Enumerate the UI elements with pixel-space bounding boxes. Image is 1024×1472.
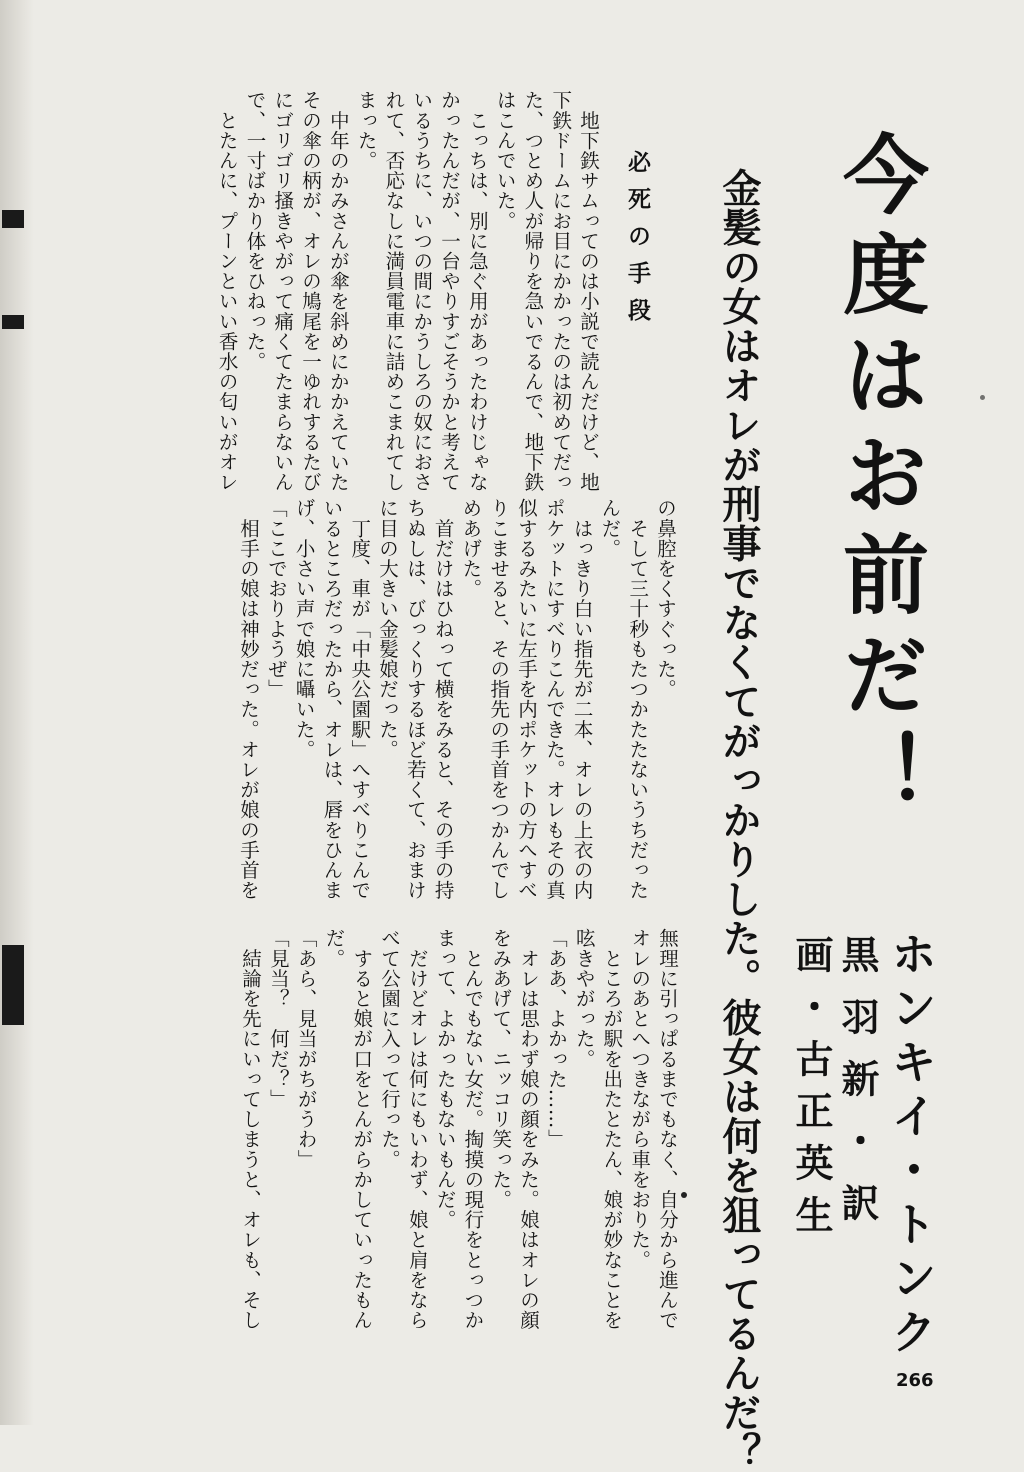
body-line: 首だけはひねって横をみると、その手の持 (431, 498, 455, 900)
author-name: ホンキイ・トンク (884, 930, 938, 1362)
body-line: ポケットにすべりこんできた。オレもその真 (542, 498, 566, 900)
body-line: の鼻腔をくすぐった。 (654, 498, 677, 699)
body-column-3 (236, 928, 681, 1330)
body-line: ちぬしは、びっくりするほど若くて、おまけ (403, 498, 427, 900)
body-line: げ、小さい声で娘に囁いた。 (292, 498, 316, 760)
illustrator-credit: 画・古正英生 (789, 935, 833, 1247)
body-line: 「あら、見当がちがうわ」 (294, 928, 318, 1170)
body-line: こっちは、別に急ぐ用があったわけじゃな (465, 90, 489, 492)
page-number: 266 (896, 1370, 934, 1391)
body-line: いるところだったから、オレは、唇をひんま (320, 498, 344, 900)
body-line: で、一寸ばかり体をひねった。 (243, 90, 267, 372)
body-line: はっきり白い指先が二本、オレの上衣の内 (570, 498, 594, 900)
body-line: んだ。 (598, 498, 622, 559)
body-line: れて、否応なしに満員電車に詰めこまれてし (382, 90, 406, 492)
body-line: 呟きやがった。 (572, 928, 596, 1069)
body-line: た、つとめ人が帰りを急いでるんで、地下鉄 (521, 90, 545, 492)
body-line: いるうちに、いつの間にかうしろの奴におさ (410, 90, 434, 492)
section-heading: 必死の手段 (624, 150, 650, 335)
body-line: 結論を先にいってしまうと、オレも、そし (239, 928, 263, 1330)
body-line: はこんでいた。 (493, 90, 517, 231)
body-line: オレのあとへつきながら車をおりた。 (628, 928, 652, 1270)
body-line: に目の大きい金髪娘だった。 (376, 498, 400, 760)
body-line: 無理に引っぱるまでもなく、自分から進んで (656, 928, 679, 1330)
ink-speck (980, 395, 985, 400)
body-column-1 (213, 90, 602, 492)
body-line: 中年のかみさんが傘を斜めにかかえていた (326, 90, 350, 492)
body-line: 「見当？ 何だ？」 (266, 928, 290, 1109)
edge-mark (2, 945, 24, 1025)
body-line: だ。 (322, 928, 346, 969)
body-line: とたんに、プーンといい香水の匂いがオレ (215, 90, 239, 492)
body-line: 地下鉄サムってのは小説で読んだけど、地 (577, 90, 600, 492)
edge-mark (2, 210, 24, 228)
body-line: 「ああ、よかった……」 (544, 928, 568, 1150)
body-line: 似するみたいに左手を内ポケットの方へすべ (515, 498, 539, 900)
body-line: りこませると、その指先の手首をつかんでし (487, 498, 511, 900)
article-subtitle: 金髪の女はオレが刑事でなくてがっかりした。彼女は何を狙ってるんだ？ (716, 168, 761, 1472)
body-line: まって、よかったもないもんだ。 (433, 928, 457, 1230)
body-column-2 (234, 498, 679, 900)
body-line: その傘の柄が、オレの鳩尾を一ゆれするたび (299, 90, 323, 492)
body-line: にゴリゴリ搔きやがって痛くてたまらないん (271, 90, 295, 492)
body-line: すると娘が口をとんがらかしていったもん (350, 928, 374, 1330)
translator-credit: 黒羽新・訳 (835, 935, 879, 1245)
body-line: だけどオレは何にもいわず、娘と肩をなら (405, 928, 429, 1330)
article-title: 今度はお前だ！ (828, 130, 928, 830)
body-line: めあげた。 (459, 498, 483, 599)
body-line: 下鉄ドームにお目にかかったのは初めてだっ (549, 90, 573, 492)
ink-speck (681, 1192, 687, 1198)
page-edge (0, 0, 34, 1425)
body-line: そして三十秒もたつかたたないうちだった (626, 498, 650, 900)
body-line: かったんだが、一台やりすごそうかと考えて (438, 90, 462, 492)
edge-mark (2, 315, 24, 329)
body-line: 相手の娘は神妙だった。オレが娘の手首を (237, 498, 261, 900)
body-line: べて公園に入って行った。 (378, 928, 402, 1170)
body-line: ところが駅を出たとたん、娘が妙なことを (600, 928, 624, 1330)
body-line: 「ここでおりようぜ」 (264, 498, 288, 699)
body-line: 丁度、車が「中央公園駅」へすべりこんで (348, 498, 372, 900)
body-line: とんでもない女だ。掏摸の現行をとっつか (461, 928, 485, 1330)
body-line: をみあげて、ニッコリ笑った。 (489, 928, 513, 1210)
body-line: オレは思わず娘の顔をみた。娘はオレの顔 (517, 928, 541, 1330)
body-line: まった。 (354, 90, 378, 171)
